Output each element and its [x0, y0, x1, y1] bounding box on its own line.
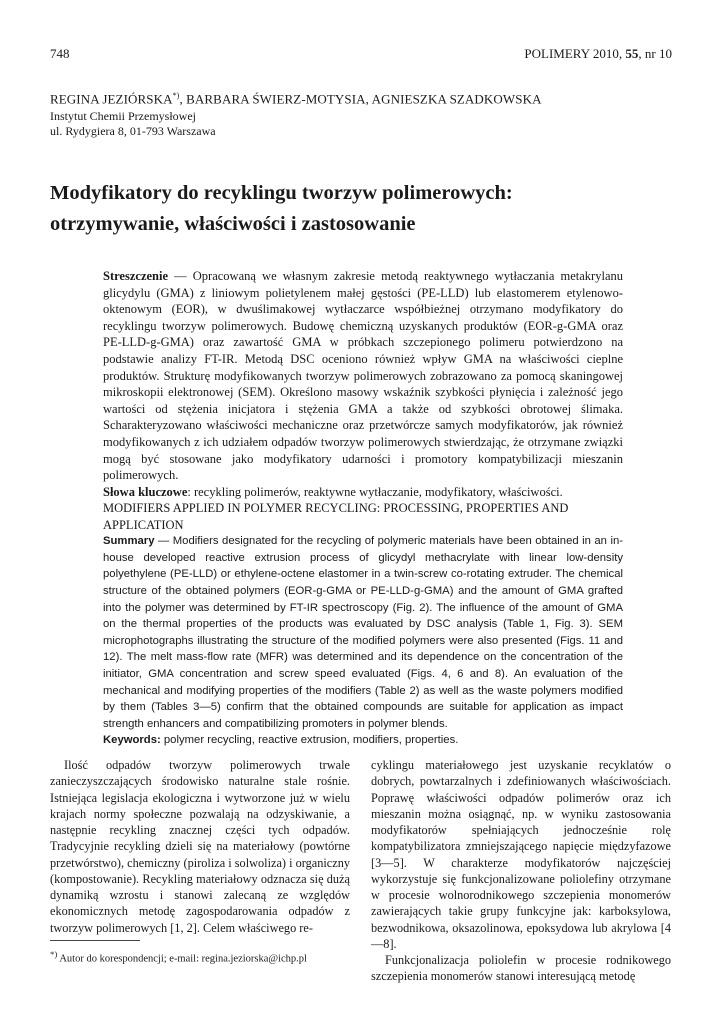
journal-reference: [524, 46, 672, 62]
body-column-left: [50, 757, 350, 936]
keywords-en-label: Keywords:: [103, 734, 161, 747]
title-line-1: Modyfikatory do recyklingu tworzyw polimerowych:: [50, 182, 513, 204]
affiliation-institute: Instytut Chemii Przemysłowej: [50, 109, 196, 123]
journal-volume: 55: [625, 46, 639, 61]
intro-paragraph-1-continued: cyklingu materiałowego jest uzyskanie recyklatów o dobrych, powtarzalnych i zdefiniowanych właściwościach. Poprawę właściwości odpadów polimerów oraz ich mieszanin można osiągnąć, np. w wyniku zastosowania modyfikatorów spełniających jednocześnie rolę kompatybilizatora zmniejszającego napięcie międzyfazowe [3—5]. W charakterze modyfikatorów najczęściej wykorzystuje się funkcjonalizowane poliolefiny otrzymane w procesie wolnorodnikowego szczepienia monomerów zawierających takie grupy funkcyjne jak: karboksylowa, bezwodnikowa, oksazolinowa, epoksydowa lub akrylowa [4—8].: [371, 758, 671, 951]
footnote-text: Autor do korespondencji; e-mail: regina.jeziorska@ichp.pl: [57, 953, 307, 965]
abstract-english: [103, 500, 623, 749]
abstract-pl-text: — Opracowaną we własnym zakresie metodą reaktywnego wytłaczania metakrylanu glicydylu (GMA) z liniowym polietylenem małej gęstości (PE-LLD) lub elastomerem etylenowo-oktenowym (EOR), w dwuślimakowej wytłaczarce współbieżnej otrzymano modyfikatory do recyklingu tworzyw polimerowych. Budowę chemiczną uzyskanych produktów (EOR-g-GMA oraz PE-LLD-g-GMA) oraz zawartość GMA w próbkach szczepionego polimeru potwierdzono na podstawie analizy FT-IR. Metodą DSC oceniono również wpływ GMA na właściwości cieplne produktów. Strukturę modyfikowanych tworzyw polimerowych zobrazowano za pomocą skaningowej mikroskopii elektronowej (SEM). Określono masowy wskaźnik szybkości płynięcia i zależność jego wartości od stężenia inicjatora i stężenia GMA a także od szybkości obrotowej ślimaka. Scharakteryzowano właściwości mechaniczne oraz przetwórcze samych modyfikatorów, jak również modyfikowanych z ich udziałem odpadów tworzyw polimerowych stwierdzając, że otrzymane związki mogą być stosowane jako modyfikatory udarności i promotory kompatybilizacji mieszanin polimerowych.: [103, 269, 623, 483]
article-title: [50, 178, 670, 240]
intro-paragraph-2: Funkcjonalizacja poliolefin w procesie rodnikowego szczepienia monomerów stanowi interesującą metodę: [371, 953, 671, 984]
english-title: MODIFIERS APPLIED IN POLYMER RECYCLING: PROCESSING, PROPERTIES AND APPLICATION: [103, 501, 569, 532]
title-line-2: otrzymywanie, właściwości i zastosowanie: [50, 213, 416, 235]
footnote-divider: [50, 940, 140, 941]
authors-rest: , BARBARA ŚWIERZ-MOTYSIA, AGNIESZKA SZADKOWSKA: [179, 91, 542, 107]
footnote: [50, 949, 307, 965]
author-footnote-mark: *): [172, 91, 180, 100]
footnote-mark: *): [50, 949, 58, 959]
abstract-polish: [103, 268, 623, 500]
journal-issue: , nr 10: [638, 46, 672, 61]
keywords-pl: : recykling polimerów, reaktywne wytłaczanie, modyfikatory, właściwości.: [187, 484, 563, 499]
keywords-en: polymer recycling, reactive extrusion, modifiers, properties.: [160, 734, 459, 747]
intro-paragraph-1: Ilość odpadów tworzyw polimerowych trwale zanieczyszczających środowisko naturalne stale rośnie. Istniejąca legislacja ekologiczna i wytworzone już w wielu krajach normy społeczne pozwalają na odzyskiwanie, a następnie recykling znacznej części tych odpadów. Tradycyjnie recykling dzieli się na materiałowy (powtórne przetwórstwo), chemiczny (piroliza i solwoliza) i organiczny (kompostowanie). Recykling materiałowy odznacza się dużą dynamiką wzrostu i stanowi zalecaną ze względów ekonomicznych metodę zagospodarowania odpadów z tworzyw polimerowych [1, 2]. Celem właściwego re-: [50, 758, 350, 935]
author-first: REGINA JEZIÓRSKA: [50, 91, 173, 107]
body-column-right: [371, 757, 671, 985]
journal-name: POLIMERY 2010,: [524, 46, 626, 61]
abstract-en-label: Summary: [103, 535, 155, 548]
keywords-pl-label: Słowa kluczowe: [103, 484, 188, 499]
affiliation-address: ul. Rydygiera 8, 01-793 Warszawa: [50, 124, 216, 138]
page-number: 748: [50, 46, 70, 61]
abstract-pl-label: Streszczenie: [103, 269, 169, 283]
abstract-en-text: — Modifiers designated for the recycling of polymeric materials have been obtained in an in-house developed reactive extrusion process of glicydyl methacrylate with linear low-density polyethylene (PE-LLD) or ethylene-octene elastomer in a twin-screw co-rotating extruder. The chemical structure of the obtained polymers (EOR-g-GMA or PE-LLD-g-GMA) and the amount of GMA grafted into the polymer was determined by FT-IR spectroscopy (Fig. 2). The influence of the amount of GMA on the thermal properties of the products was evaluated by DSC analysis (Table 1, Fig. 3). SEM microphotographs illustrating the structure of the modified polymers were also presented (Figs. 11 and 12). The melt mass-flow rate (MFR) was determined and its dependence on the concentration of the initiator, GMA concentration and screw speed evaluated (Figs. 4, 6 and 8). An evaluation of the mechanical and modifying properties of the modifiers (Table 2) as well as the waste polymers modified by them (Tables 3—5) confirm that the obtained compounds are suitable for application as impact strength enhancers and compatibilizing promoters in polymer blends.: [103, 535, 623, 730]
authors: [50, 91, 542, 107]
